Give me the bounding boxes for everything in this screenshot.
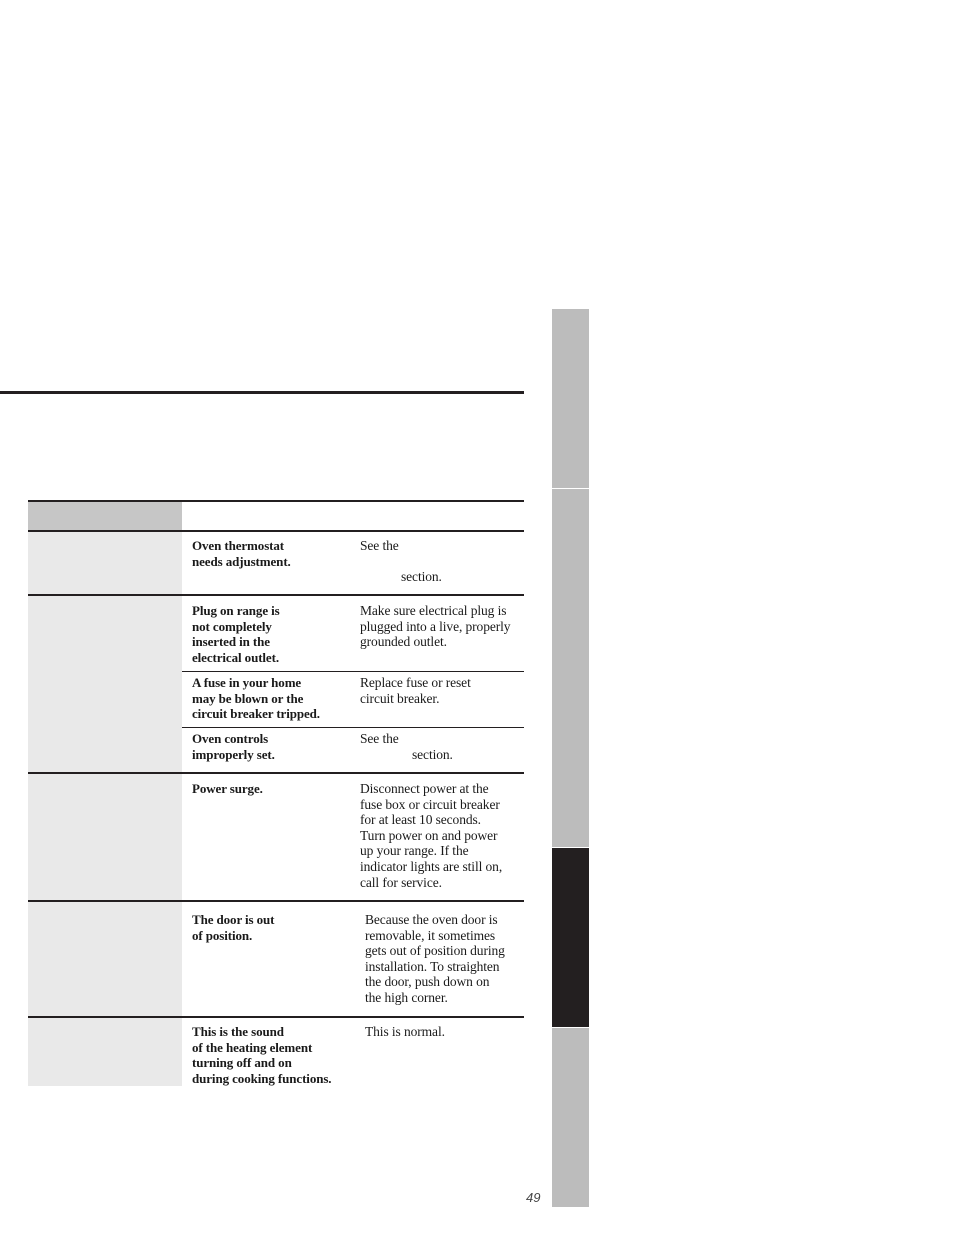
fix-line: call for service. [360, 874, 442, 890]
fix-line: up your range. If the [360, 843, 469, 859]
fix-line: Turn power on and power [360, 827, 498, 843]
section-tab-5[interactable] [552, 1028, 589, 1207]
fix-line: See the [360, 538, 399, 553]
fix-line: gets out of position during [365, 943, 505, 959]
fix-line: installation. To straighten [365, 958, 500, 974]
problem-cell-2 [28, 596, 182, 772]
fix-line: See the [360, 731, 399, 746]
cause-line: may be blown or the [192, 690, 304, 706]
cause-line: improperly set. [192, 746, 275, 762]
cause-line: turning off and on [192, 1055, 292, 1071]
cause-line: of position. [192, 927, 253, 943]
fix-line [360, 554, 528, 570]
cause-line: The door is out [192, 912, 275, 927]
cause-line: A fuse in your home [192, 675, 302, 690]
table-header-problem-cell [28, 502, 182, 530]
cause-line: Oven thermostat [192, 538, 285, 553]
cause-line: needs adjustment. [192, 553, 291, 569]
cause-text [192, 731, 352, 762]
cause-text [192, 1024, 352, 1086]
cause-line: This is the sound [192, 1024, 284, 1039]
cause-text [192, 675, 352, 722]
cause-text [192, 912, 352, 943]
fix-line: plugged into a live, properly [360, 618, 511, 634]
section-tab-4-active[interactable] [552, 848, 589, 1027]
problem-cell-4 [28, 902, 182, 1016]
section-tab-1[interactable] [552, 309, 589, 488]
problem-cell-3 [28, 774, 182, 900]
cause-line: of the heating element [192, 1039, 313, 1055]
cause-line: during cooking functions. [192, 1070, 332, 1086]
cause-line: inserted in the [192, 634, 270, 650]
cause-text [192, 603, 352, 665]
fix-line: section. [401, 569, 442, 585]
fix-line: Make sure electrical plug is [360, 603, 507, 618]
fix-line: removable, it sometimes [365, 927, 496, 943]
fix-line: circuit breaker. [360, 690, 440, 706]
fix-text [360, 675, 528, 706]
cause-divider [182, 671, 524, 672]
problem-cell-5 [28, 1018, 182, 1086]
cause-text [192, 781, 352, 797]
fix-line: the high corner. [365, 989, 448, 1005]
fix-text [360, 538, 528, 585]
cause-line: circuit breaker tripped. [192, 706, 320, 722]
problem-cell-1 [28, 532, 182, 594]
cause-line: not completely [192, 618, 272, 634]
cause-line: electrical outlet. [192, 649, 279, 665]
fix-line: indicator lights are still on, [360, 858, 503, 874]
cause-divider [182, 727, 524, 728]
fix-line: Replace fuse or reset [360, 675, 471, 690]
cause-line: Oven controls [192, 731, 269, 746]
fix-line: grounded outlet. [360, 634, 447, 650]
section-tab-3[interactable] [552, 668, 589, 847]
fix-text [365, 1024, 533, 1040]
fix-text [360, 781, 528, 890]
section-tabs [552, 309, 589, 1207]
fix-text [360, 731, 528, 762]
section-tab-2[interactable] [552, 489, 589, 668]
fix-line: fuse box or circuit breaker [360, 796, 500, 812]
page-number: 49 [526, 1190, 541, 1205]
cause-text [192, 538, 352, 569]
fix-line: This is normal. [365, 1024, 445, 1039]
fix-line: Because the oven door is [365, 912, 498, 927]
fix-line: section. [412, 746, 453, 762]
fix-text [360, 603, 530, 650]
fix-text [365, 912, 533, 1006]
cause-line: Plug on range is [192, 603, 280, 618]
fix-line: Disconnect power at the [360, 781, 489, 796]
fix-line: the door, push down on [365, 974, 490, 990]
section-divider [0, 391, 524, 394]
cause-line: Power surge. [192, 781, 263, 796]
fix-line: for at least 10 seconds. [360, 812, 481, 828]
